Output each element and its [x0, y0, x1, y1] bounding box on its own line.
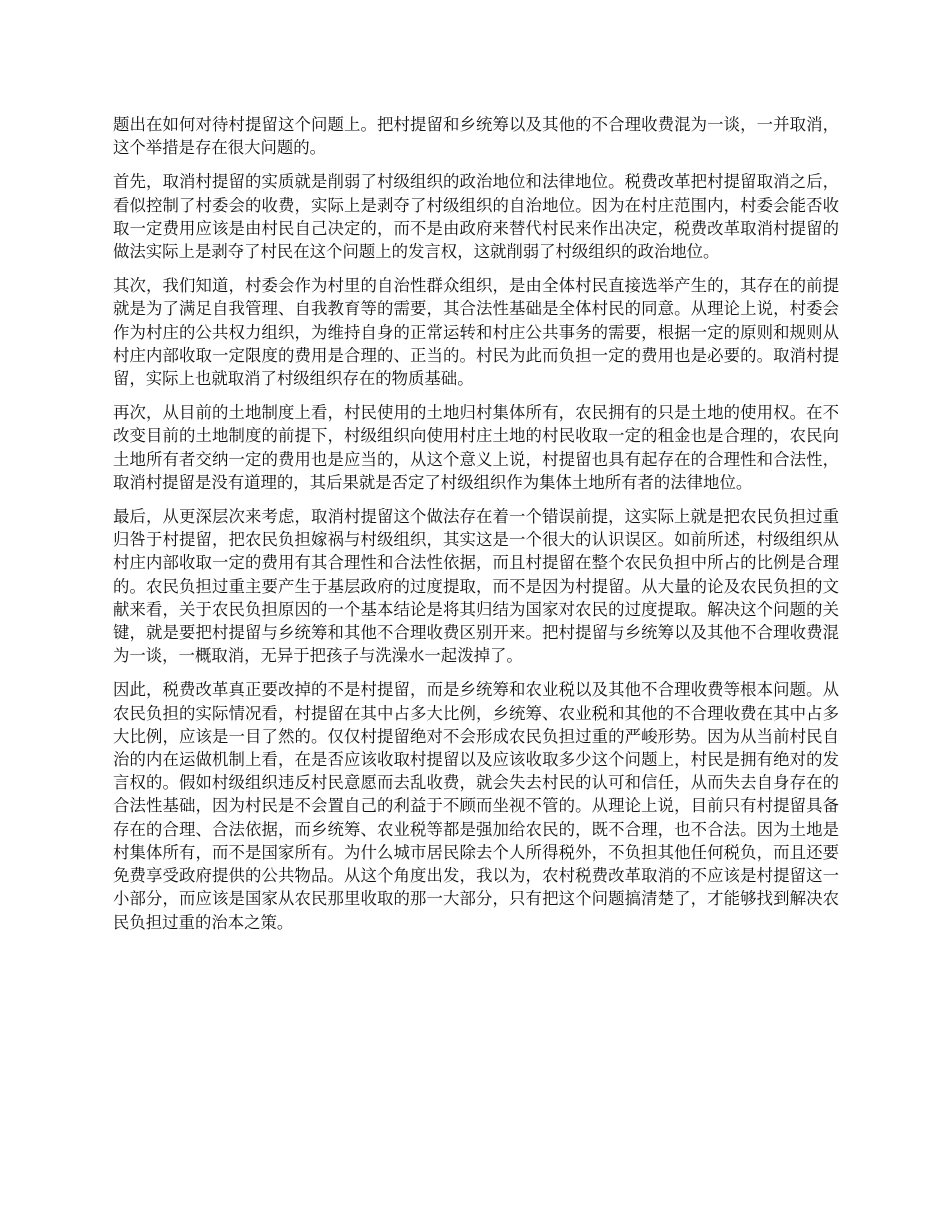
- paragraph-4: 再次，从目前的土地制度上看，村民使用的土地归村集体所有，农民拥有的只是土地的使用权。在不改变目前的土地制度的前提下，村级组织向使用村庄土地的村民收取一定的租金也是合理的，农民向土地所有者交纳一定的费用也是应当的，从这个意义上说，村提留也具有起存在的合理性和合法性，取消村提留是没有道理的，其后果就是否定了村级组织作为集体土地所有者的法律地位。: [113, 403, 839, 492]
- paragraph-6: 因此，税费改革真正要改掉的不是村提留，而是乡统筹和农业税以及其他不合理收费等根本问题。从农民负担的实际情况看，村提留在其中占多大比例，乡统筹、农业税和其他的不合理收费在其中占多大比例，应该是一目了然的。仅仅村提留绝对不会形成农民负担过重的严峻形势。因为从当前村民自治的内在运做机制上看，在是否应该收取村提留以及应该收取多少这个问题上，村民是拥有绝对的发言权的。假如村级组织违反村民意愿而去乱收费，就会失去村民的认可和信任，从而失去自身存在的合法性基础，因为村民是不会置自己的利益于不顾而坐视不管的。从理论上说，目前只有村提留具备存在的合理、合法依据，而乡统筹、农业税等都是强加给农民的，既不合理，也不合法。因为土地是村集体所有，而不是国家所有。为什么城市居民除去个人所得税外，不负担其他任何税负，而且还要免费享受政府提供的公共物品。从这个角度出发，我以为，农村税费改革取消的不应该是村提留这一小部分，而应该是国家从农民那里收取的那一大部分，只有把这个问题搞清楚了，才能够找到解决农民负担过重的治本之策。: [113, 680, 839, 932]
- paragraph-3: 其次，我们知道，村委会作为村里的自治性群众组织，是由全体村民直接选举产生的，其存在的前提就是为了满足自我管理、自我教育等的需要，其合法性基础是全体村民的同意。从理论上说，村委会作为村庄的公共权力组织，为维持自身的正常运转和村庄公共事务的需要，根据一定的原则和规则从村庄内部收取一定限度的费用是合理的、正当的。村民为此而负担一定的费用也是必要的。取消村提留，实际上也就取消了村级组织存在的物质基础。: [113, 276, 839, 389]
- paragraph-5: 最后，从更深层次来考虑，取消村提留这个做法存在着一个错误前提，这实际上就是把农民负担过重归咎于村提留，把农民负担嫁祸与村级组织，其实这是一个很大的认识误区。如前所述，村级组织从村庄内部收取一定的费用有其合理性和合法性依据，而且村提留在整个农民负担中所占的比例是合理的。农民负担过重主要产生于基层政府的过度提取，而不是因为村提留。从大量的论及农民负担的文献来看，关于农民负担原因的一个基本结论是将其归结为国家对农民的过度提取。解决这个问题的关键，就是要把村提留与乡统筹和其他不合理收费区别开来。把村提留与乡统筹以及其他不合理收费混为一谈，一概取消，无异于把孩子与洗澡水一起泼掉了。: [113, 507, 839, 666]
- paragraph-1: 题出在如何对待村提留这个问题上。把村提留和乡统筹以及其他的不合理收费混为一谈，一并取消，这个举措是存在很大问题的。: [113, 115, 839, 158]
- paragraph-2: 首先，取消村提留的实质就是削弱了村级组织的政治地位和法律地位。税费改革把村提留取消之后，看似控制了村委会的收费，实际上是剥夺了村级组织的自治地位。因为在村庄范围内，村委会能否收取一定费用应该是由村民自己决定的，而不是由政府来替代村民来作出决定，税费改革取消村提留的做法实际上是剥夺了村民在这个问题上的发言权，这就削弱了村级组织的政治地位。: [113, 172, 839, 262]
- document-body: [113, 113, 839, 945]
